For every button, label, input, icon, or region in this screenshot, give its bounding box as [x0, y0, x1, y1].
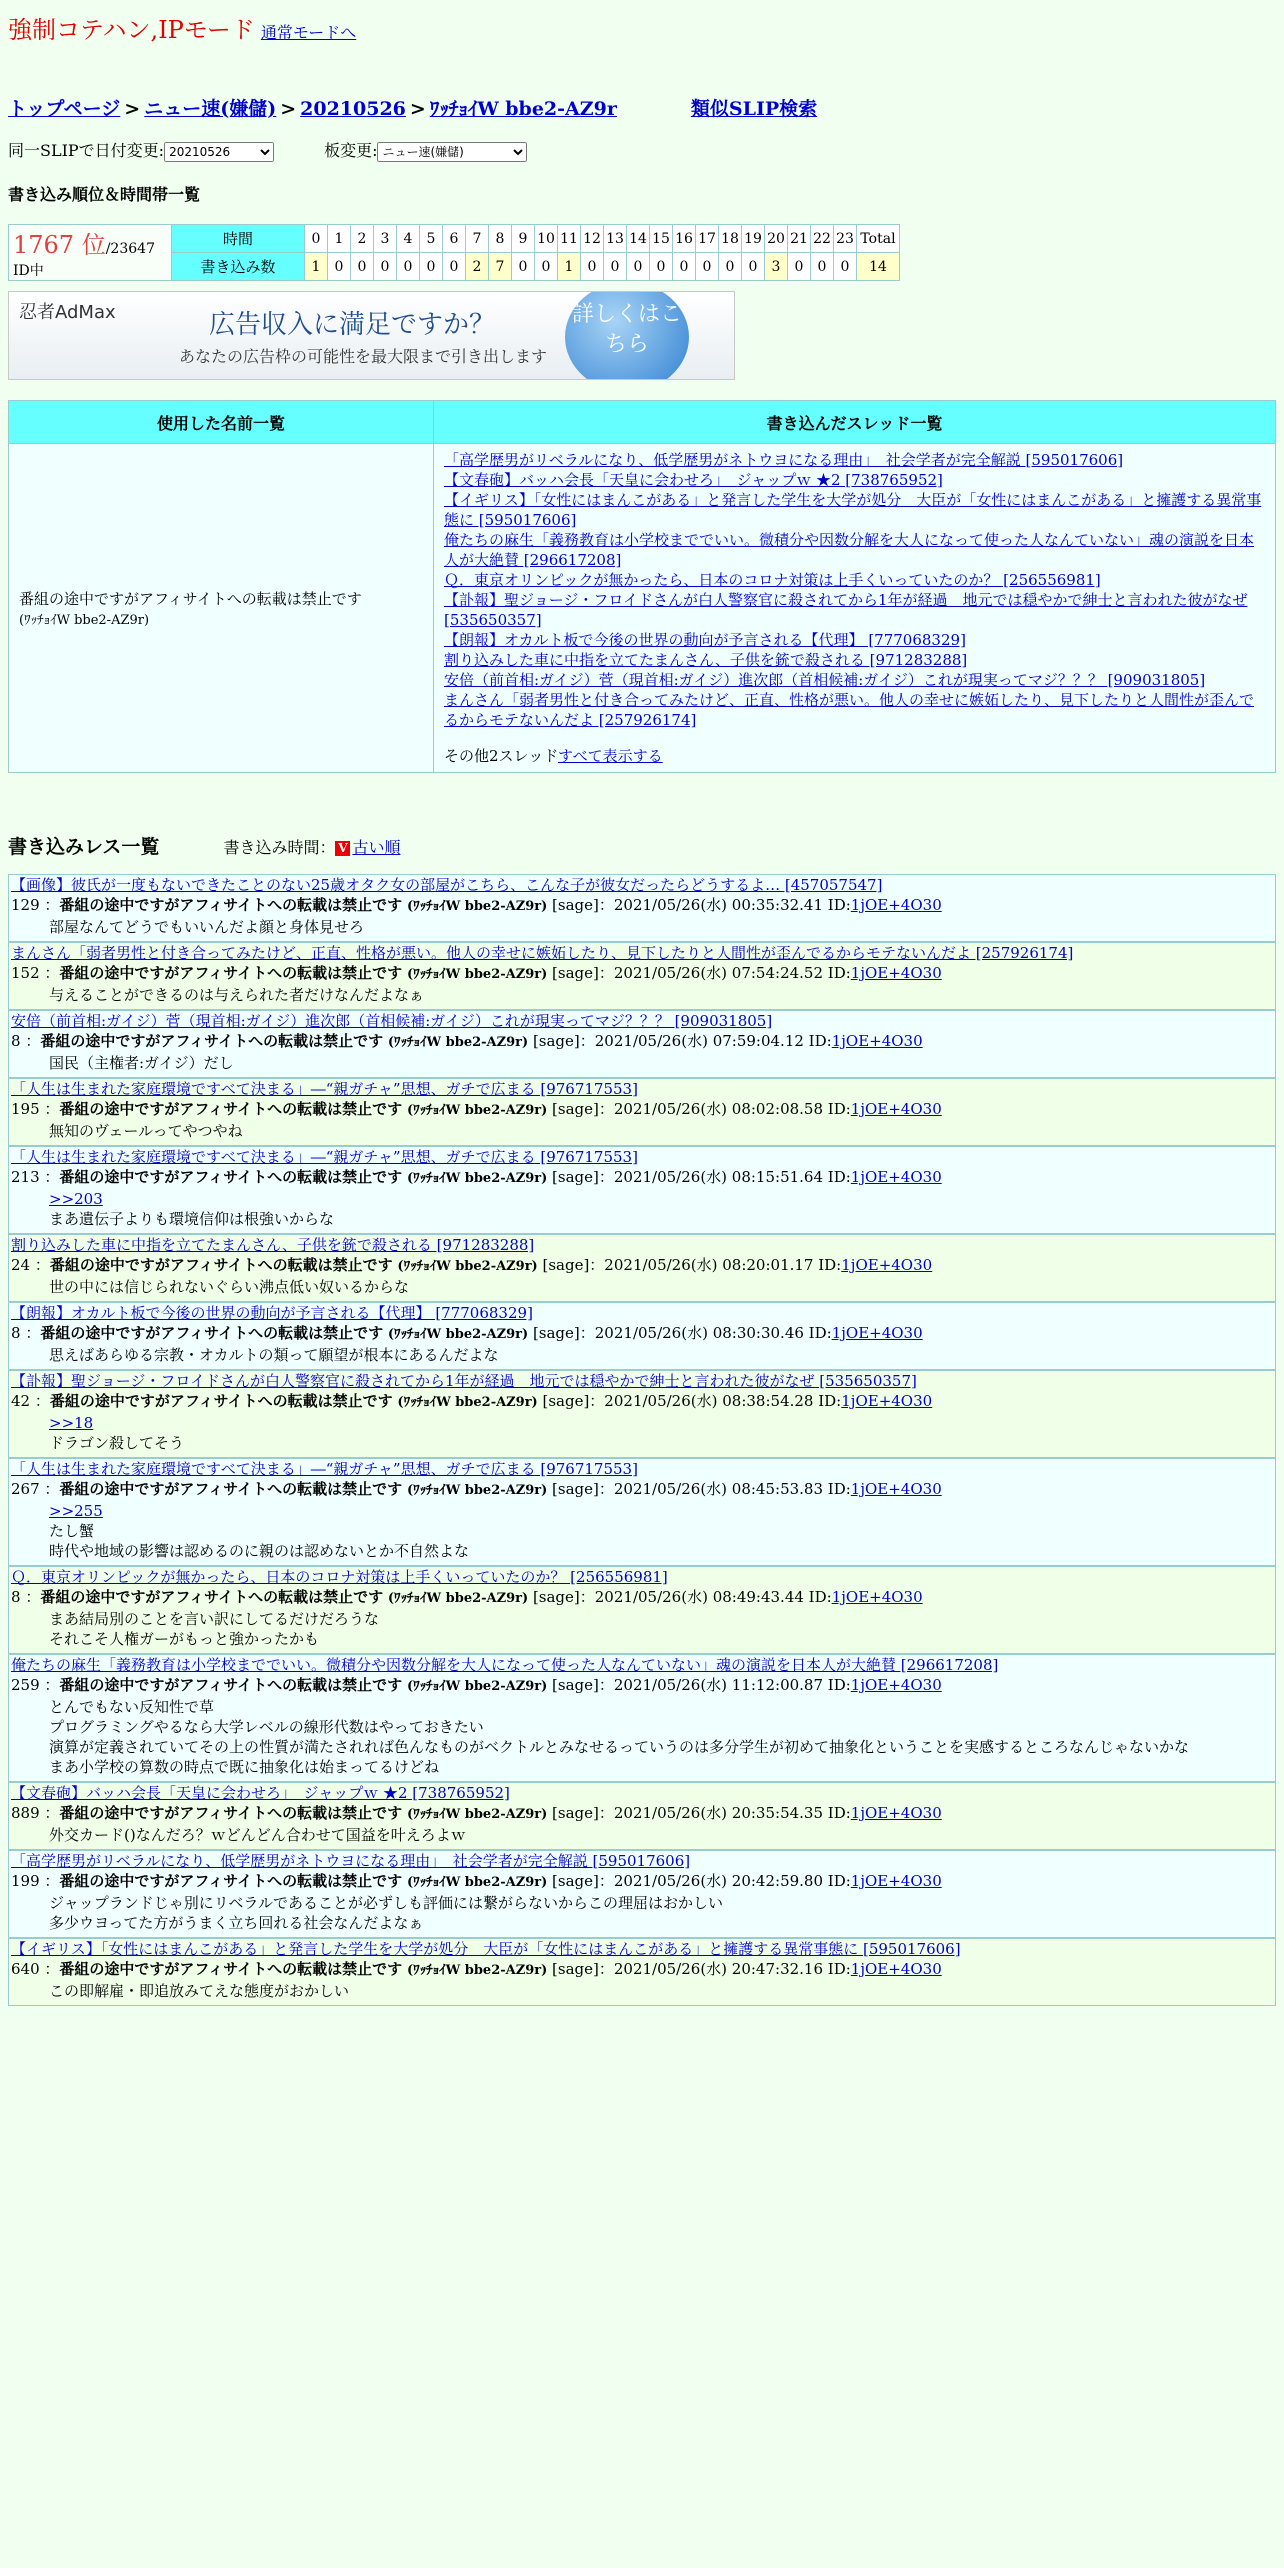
controls-row	[8, 138, 527, 162]
board-select[interactable]	[377, 142, 527, 162]
post-number: 640	[11, 1960, 40, 1978]
count-total: 14	[857, 253, 900, 281]
breadcrumb	[8, 94, 817, 121]
count-cell: 0	[420, 253, 443, 281]
ranking-table	[8, 224, 900, 281]
ad-logo: 忍者AdMax	[19, 302, 116, 323]
post-body	[9, 1345, 1275, 1365]
count-cell: 2	[466, 253, 489, 281]
post-slip: (ﾜｯﾁｮｲW bbe2-AZ9r)	[406, 1483, 548, 1498]
post-name: 番組の途中ですがアフィサイトへの転載は禁止です	[40, 1032, 384, 1050]
post-text-line: 世の中には信じられないぐらい沸点低い奴いるからな	[49, 1278, 410, 1296]
post-meta: 24 ：番組の途中ですがアフィサイトへの転載は禁止です (ﾜｯﾁｮｲW bbe2-AZ9r) [sage]：2021/05/26(水) 08:20:01.17 ID:1jOE+4O30	[11, 1256, 933, 1274]
hour-cell: 15	[650, 225, 673, 253]
post-name: 番組の途中ですがアフィサイトへの転載は禁止です	[49, 1256, 393, 1274]
threads-header: 書き込んだスレッド一覧	[434, 401, 1276, 444]
post-text-line: 時代や地域の影響は認めるのに親のは認めないとか不自然よな	[49, 1542, 470, 1560]
post-text-line: ジャップランドじゃ別にリベラルであることが必ずしも評価には繋がらないからこの理屈はおかしい	[49, 1894, 723, 1912]
post-meta: 129 ：番組の途中ですがアフィサイトへの転載は禁止です (ﾜｯﾁｮｲW bbe2-AZ9r) [sage]：2021/05/26(水) 00:35:32.41 ID:1jOE+4O30	[11, 896, 942, 914]
post-info: [sage]：2021/05/26(水) 07:54:24.52 ID:	[547, 964, 851, 982]
sort-order-label: 書き込み時間：	[223, 838, 336, 857]
hour-cell: 14	[627, 225, 650, 253]
post-body	[9, 1697, 1275, 1777]
hour-cell: 22	[811, 225, 834, 253]
post-text-line: 多少ウヨってた方がうまく立ち回れる社会なんだよなぁ	[49, 1914, 424, 1932]
post-slip: (ﾜｯﾁｮｲW bbe2-AZ9r)	[387, 1327, 529, 1342]
post-body	[9, 1609, 1275, 1649]
hour-cell: 1	[328, 225, 351, 253]
hour-cell: 9	[512, 225, 535, 253]
post-item	[8, 1370, 1276, 1458]
post-slip: (ﾜｯﾁｮｲW bbe2-AZ9r)	[387, 1035, 529, 1050]
post-slip: (ﾜｯﾁｮｲW bbe2-AZ9r)	[406, 1679, 548, 1694]
post-item	[8, 1566, 1276, 1654]
post-text-line: まあ結局別のことを言い訳にしてるだけだろうな	[49, 1610, 380, 1628]
post-slip: (ﾜｯﾁｮｲW bbe2-AZ9r)	[406, 967, 548, 982]
post-info: [sage]：2021/05/26(水) 08:15:51.64 ID:	[547, 1168, 851, 1186]
post-info: [sage]：2021/05/26(水) 08:38:54.28 ID:	[537, 1392, 842, 1410]
count-cell: 0	[604, 253, 627, 281]
count-cell: 0	[834, 253, 857, 281]
ranking-section-title: 書き込み順位＆時間帯一覧	[8, 185, 201, 204]
post-thread-link[interactable]: 【イギリス】「女性にはまんこがある」と発言した学生を大学が処分 大臣が「女性にはまんこがある」と擁護する異常事態に [595017606]	[11, 1940, 961, 1958]
post-name: 番組の途中ですがアフィサイトへの転載は禁止です	[59, 1168, 403, 1186]
post-id-link[interactable]: 1jOE+4O30	[850, 1100, 942, 1118]
hour-cell: 18	[719, 225, 742, 253]
post-text-line: 外交カード()なんだろ？ｗどんどん合わせて国益を叶えろよｗ	[49, 1826, 466, 1844]
post-id-link[interactable]: 1jOE+4O30	[831, 1324, 923, 1342]
post-slip: (ﾜｯﾁｮｲW bbe2-AZ9r)	[397, 1395, 538, 1410]
thread-link[interactable]: Ｑ．東京オリンピックが無かったら、日本のコロナ対策は上手くいっていたのか？ [256556981]	[444, 571, 1101, 589]
breadcrumb-slip[interactable]: ﾜｯﾁｮｲW bbe2-AZ9r	[429, 98, 617, 120]
post-id-link[interactable]: 1jOE+4O30	[841, 1392, 933, 1410]
post-number: 267	[11, 1480, 40, 1498]
post-body	[9, 1501, 1275, 1561]
post-item	[8, 1458, 1276, 1566]
breadcrumb-top[interactable]: トップページ	[8, 98, 121, 120]
hour-cell: 6	[443, 225, 466, 253]
post-thread-link[interactable]: Ｑ．東京オリンピックが無かったら、日本のコロナ対策は上手くいっていたのか？ [256556981]	[11, 1568, 668, 1586]
count-cell: 0	[512, 253, 535, 281]
names-cell	[9, 444, 434, 773]
post-text-line: この即解雇・即追放みてえな態度がおかしい	[49, 1982, 350, 2000]
hour-cell: 5	[420, 225, 443, 253]
post-text-line: 国民（主権者:ガイジ）だし	[49, 1054, 234, 1072]
post-name: 番組の途中ですがアフィサイトへの転載は禁止です	[49, 1392, 393, 1410]
post-slip: (ﾜｯﾁｮｲW bbe2-AZ9r)	[406, 1875, 548, 1890]
count-cell: 7	[489, 253, 512, 281]
post-id-link[interactable]: 1jOE+4O30	[850, 896, 942, 914]
post-text-line: それこそ人権ガーがもっと強かったかも	[49, 1630, 320, 1648]
post-body	[9, 1189, 1275, 1229]
normal-mode-link[interactable]: 通常モードへ	[260, 23, 357, 42]
posts-section-title: 書き込みレス一覧	[8, 836, 160, 858]
post-number: 259	[11, 1676, 40, 1694]
post-name: 番組の途中ですがアフィサイトへの転載は禁止です	[59, 1872, 403, 1890]
date-change-label: 同一SLIPで日付変更:	[8, 141, 165, 160]
thread-link[interactable]: 俺たちの麻生「義務教育は小学校まででいい。微積分や因数分解を大人になって使った人なんていない」魂の演説を日本人が大絶賛 [296617208]	[444, 531, 1255, 569]
show-all-threads-link[interactable]: すべて表示する	[557, 747, 663, 765]
post-name: 番組の途中ですがアフィサイトへの転載は禁止です	[59, 1100, 403, 1118]
post-thread-link[interactable]: まんさん「弱者男性と付き合ってみたけど、正直、性格が悪い。他人の幸せに嫉妬したり、見下したりと人間性が歪んでるからモテないんだよ [257926174]	[11, 944, 1074, 962]
hour-cell: 7	[466, 225, 489, 253]
used-name-slip: (ﾜｯﾁｮｲW bbe2-AZ9r)	[19, 613, 150, 628]
post-text-line: まあ遺伝子よりも環境信仰は根強いからな	[49, 1210, 335, 1228]
post-info: [sage]：2021/05/26(水) 08:02:08.58 ID:	[547, 1100, 851, 1118]
post-text-line: 無知のヴェールってやつやね	[49, 1122, 243, 1140]
post-meta: 199 ：番組の途中ですがアフィサイトへの転載は禁止です (ﾜｯﾁｮｲW bbe2-AZ9r) [sage]：2021/05/26(水) 20:42:59.80 ID:1jOE+4O30	[11, 1872, 942, 1890]
post-meta: 8 ：番組の途中ですがアフィサイトへの転載は禁止です (ﾜｯﾁｮｲW bbe2-AZ9r) [sage]：2021/05/26(水) 08:49:43.44 ID:1jOE+4O30	[11, 1588, 923, 1606]
post-text-line: 部屋なんてどうでもいいんだよ顔と身体見せろ	[49, 918, 365, 936]
count-cell: 0	[443, 253, 466, 281]
post-id-link[interactable]: 1jOE+4O30	[850, 1676, 942, 1694]
post-number: 199	[11, 1872, 40, 1890]
similar-slip-search-link[interactable]: 類似SLIP検索	[690, 98, 818, 120]
post-text-line: ドラゴン殺してそう	[49, 1434, 185, 1452]
count-cell: 0	[535, 253, 558, 281]
count-cell: 0	[328, 253, 351, 281]
post-item	[8, 1010, 1276, 1078]
post-number: 24	[11, 1256, 31, 1274]
breadcrumb-separator: >	[409, 98, 426, 120]
count-cell: 0	[696, 253, 719, 281]
posts-section-header	[8, 832, 400, 859]
count-cell: 0	[374, 253, 397, 281]
board-change-label: 板変更:	[324, 141, 378, 160]
post-name: 番組の途中ですがアフィサイトへの転載は禁止です	[59, 1804, 403, 1822]
thread-link[interactable]: 「高学歴男がリベラルになり、低学歴男がネトウヨになる理由」 社会学者が完全解説 [595017606]	[444, 451, 1124, 469]
used-name: 番組の途中ですがアフィサイトへの転載は禁止です	[19, 590, 362, 608]
breadcrumb-separator: >	[124, 98, 141, 120]
ad-subtext: あなたの広告枠の可能性を最大限まで引き出します	[179, 347, 548, 366]
post-number: 129	[11, 896, 40, 914]
post-item	[8, 1302, 1276, 1370]
post-name: 番組の途中ですがアフィサイトへの転載は禁止です	[59, 1480, 403, 1498]
hour-cell: 3	[374, 225, 397, 253]
thread-link[interactable]: 安倍（前首相:ガイジ）菅（現首相:ガイジ）進次郎（首相候補:ガイジ）これが現実ってマジ？？？ [909031805]	[444, 671, 1206, 689]
post-thread-link[interactable]: 【朗報】オカルト板で今後の世界の動向が予言される【代理】 [777068329]	[11, 1304, 533, 1322]
post-info: [sage]：2021/05/26(水) 11:12:00.87 ID:	[547, 1676, 851, 1694]
post-item	[8, 1938, 1276, 2006]
post-item	[8, 1850, 1276, 1938]
ad-details-label: 詳しくはこちら	[571, 302, 682, 357]
post-number: 152	[11, 964, 40, 982]
post-id-link[interactable]: 1jOE+4O30	[850, 1168, 942, 1186]
post-info: [sage]：2021/05/26(水) 20:42:59.80 ID:	[547, 1872, 851, 1890]
ad-banner[interactable]	[8, 291, 735, 380]
post-thread-link[interactable]: 俺たちの麻生「義務教育は小学校まででいい。微積分や因数分解を大人になって使った人なんていない」魂の演説を日本人が大絶賛 [296617208]	[11, 1656, 999, 1674]
post-text-line: プログラミングやるなら大学レベルの線形代数はやっておきたい	[49, 1718, 484, 1736]
post-item	[8, 874, 1276, 942]
more-threads-prefix: その他2スレッド	[444, 747, 558, 765]
thread-link[interactable]: 【朗報】オカルト板で今後の世界の動向が予言される【代理】 [777068329]	[444, 631, 966, 649]
post-meta: 213 ：番組の途中ですがアフィサイトへの転載は禁止です (ﾜｯﾁｮｲW bbe2-AZ9r) [sage]：2021/05/26(水) 08:15:51.64 ID:1jOE+4O30	[11, 1168, 942, 1186]
post-body	[9, 1121, 1275, 1141]
post-info: [sage]：2021/05/26(水) 20:47:32.16 ID:	[547, 1960, 851, 1978]
count-header: 書き込み数	[172, 253, 305, 281]
count-cell: 3	[765, 253, 788, 281]
post-text-line: とんでもない反知性で草	[49, 1698, 215, 1716]
more-threads	[444, 746, 1265, 766]
post-body	[9, 985, 1275, 1005]
count-cell: 0	[627, 253, 650, 281]
post-thread-link[interactable]: 【画像】彼氏が一度もないできたことのない25歳オタク女の部屋がこちら、こんな子が彼女だったらどうするよ… [457057547]	[11, 876, 883, 894]
mode-title: 強制コテハン,IPモード	[8, 16, 255, 44]
names-threads-table	[8, 400, 1276, 773]
ad-headline: 広告収入に満足ですか？	[209, 310, 496, 340]
post-id-link[interactable]: 1jOE+4O30	[850, 1960, 942, 1978]
post-body	[9, 1277, 1275, 1297]
post-body	[9, 1981, 1275, 2001]
post-meta: 195 ：番組の途中ですがアフィサイトへの転載は禁止です (ﾜｯﾁｮｲW bbe2-AZ9r) [sage]：2021/05/26(水) 08:02:08.58 ID:1jOE+4O30	[11, 1100, 942, 1118]
post-name: 番組の途中ですがアフィサイトへの転載は禁止です	[59, 896, 403, 914]
post-meta: 8 ：番組の途中ですがアフィサイトへの転載は禁止です (ﾜｯﾁｮｲW bbe2-AZ9r) [sage]：2021/05/26(水) 08:30:30.46 ID:1jOE+4O30	[11, 1324, 923, 1342]
post-name: 番組の途中ですがアフィサイトへの転載は禁止です	[59, 1676, 403, 1694]
breadcrumb-date[interactable]: 20210526	[300, 98, 406, 120]
post-id-link[interactable]: 1jOE+4O30	[831, 1032, 923, 1050]
post-id-link[interactable]: 1jOE+4O30	[850, 1804, 942, 1822]
post-meta: 8 ：番組の途中ですがアフィサイトへの転載は禁止です (ﾜｯﾁｮｲW bbe2-AZ9r) [sage]：2021/05/26(水) 07:59:04.12 ID:1jOE+4O30	[11, 1032, 923, 1050]
post-text-line: 演算が定義されていてその上の性質が満たされれば色んなものがベクトルとみなせるっていうのは多分学生が初めて抽象化ということを実感するところなんじゃないかな	[49, 1738, 1190, 1756]
post-item	[8, 1234, 1276, 1302]
count-cell: 0	[581, 253, 604, 281]
hour-cell: 13	[604, 225, 627, 253]
hour-cell: 20	[765, 225, 788, 253]
hour-cell: 21	[788, 225, 811, 253]
count-cell: 1	[305, 253, 328, 281]
post-number: 213	[11, 1168, 40, 1186]
post-body	[9, 1893, 1275, 1933]
rank-value: 1767 位	[13, 231, 106, 259]
post-thread-link[interactable]: 「人生は生まれた家庭環境ですべて決まる」―“親ガチャ”思想、ガチで広まる [976717553]	[11, 1080, 638, 1098]
threads-cell	[434, 444, 1276, 773]
post-id-link[interactable]: 1jOE+4O30	[850, 1480, 942, 1498]
post-number: 42	[11, 1392, 31, 1410]
post-name: 番組の途中ですがアフィサイトへの転載は禁止です	[59, 1960, 403, 1978]
post-info: [sage]：2021/05/26(水) 08:45:53.83 ID:	[547, 1480, 851, 1498]
sort-down-icon: V	[335, 841, 350, 856]
hour-cell: 12	[581, 225, 604, 253]
total-ids: /23647 ID中	[13, 241, 155, 279]
thread-link[interactable]: まんさん「弱者男性と付き合ってみたけど、正直、性格が悪い。他人の幸せに嫉妬したり、見下したりと人間性が歪んでるからモテないんだよ [257926174]	[444, 691, 1255, 729]
breadcrumb-separator: >	[280, 98, 297, 120]
count-cell: 0	[742, 253, 765, 281]
date-select[interactable]	[164, 142, 274, 162]
post-reply-anchor[interactable]: >>203	[49, 1190, 103, 1208]
post-thread-link[interactable]: 【文春砲】バッハ会長「天皇に会わせろ」 ジャップｗ ★2 [738765952]	[11, 1784, 510, 1802]
post-number: 8	[11, 1588, 21, 1606]
post-number: 8	[11, 1324, 21, 1342]
post-info: [sage]：2021/05/26(水) 07:59:04.12 ID:	[528, 1032, 832, 1050]
hour-cell: 4	[397, 225, 420, 253]
post-id-link[interactable]: 1jOE+4O30	[850, 1872, 942, 1890]
post-meta: 42 ：番組の途中ですがアフィサイトへの転載は禁止です (ﾜｯﾁｮｲW bbe2-AZ9r) [sage]：2021/05/26(水) 08:38:54.28 ID:1jOE+4O30	[11, 1392, 933, 1410]
post-reply-anchor[interactable]: >>255	[49, 1502, 103, 1520]
post-thread-link[interactable]: 「人生は生まれた家庭環境ですべて決まる」―“親ガチャ”思想、ガチで広まる [976717553]	[11, 1460, 638, 1478]
post-number: 889	[11, 1804, 40, 1822]
ad-details-button[interactable]	[565, 291, 689, 380]
post-text-line: まあ小学校の算数の時点で既に抽象化は始まってるけどね	[49, 1758, 440, 1776]
post-name: 番組の途中ですがアフィサイトへの転載は禁止です	[59, 964, 403, 982]
post-body	[9, 1825, 1275, 1845]
total-header: Total	[857, 225, 900, 253]
count-cell: 0	[650, 253, 673, 281]
post-text-line: 思えばあらゆる宗教・オカルトの類って願望が根本にあるんだよな	[49, 1346, 499, 1364]
count-cell: 0	[397, 253, 420, 281]
post-slip: (ﾜｯﾁｮｲW bbe2-AZ9r)	[406, 1103, 548, 1118]
hour-cell: 17	[696, 225, 719, 253]
post-thread-link[interactable]: 「高学歴男がリベラルになり、低学歴男がネトウヨになる理由」 社会学者が完全解説 [595017606]	[11, 1852, 691, 1870]
page-header	[8, 10, 356, 45]
sort-order	[223, 838, 400, 857]
post-slip: (ﾜｯﾁｮｲW bbe2-AZ9r)	[397, 1259, 538, 1274]
hour-cell: 11	[558, 225, 581, 253]
post-name: 番組の途中ですがアフィサイトへの転載は禁止です	[40, 1324, 384, 1342]
hour-cell: 0	[305, 225, 328, 253]
hour-cell: 19	[742, 225, 765, 253]
hour-cell: 23	[834, 225, 857, 253]
post-id-link[interactable]: 1jOE+4O30	[850, 964, 942, 982]
hour-cell: 2	[351, 225, 374, 253]
names-header: 使用した名前一覧	[9, 401, 434, 444]
post-info: [sage]：2021/05/26(水) 00:35:32.41 ID:	[547, 896, 851, 914]
post-meta: 267 ：番組の途中ですがアフィサイトへの転載は禁止です (ﾜｯﾁｮｲW bbe2-AZ9r) [sage]：2021/05/26(水) 08:45:53.83 ID:1jOE+4O30	[11, 1480, 942, 1498]
post-meta: 640 ：番組の途中ですがアフィサイトへの転載は禁止です (ﾜｯﾁｮｲW bbe2-AZ9r) [sage]：2021/05/26(水) 20:47:32.16 ID:1jOE+4O30	[11, 1960, 942, 1978]
post-meta: 152 ：番組の途中ですがアフィサイトへの転載は禁止です (ﾜｯﾁｮｲW bbe2-AZ9r) [sage]：2021/05/26(水) 07:54:24.52 ID:1jOE+4O30	[11, 964, 942, 982]
post-info: [sage]：2021/05/26(水) 20:35:54.35 ID:	[547, 1804, 851, 1822]
post-item	[8, 1782, 1276, 1850]
post-name: 番組の途中ですがアフィサイトへの転載は禁止です	[40, 1588, 384, 1606]
post-info: [sage]：2021/05/26(水) 08:20:01.17 ID:	[537, 1256, 842, 1274]
post-body	[9, 1053, 1275, 1073]
count-cell: 0	[811, 253, 834, 281]
post-slip: (ﾜｯﾁｮｲW bbe2-AZ9r)	[406, 899, 548, 914]
post-thread-link[interactable]: 【訃報】聖ジョージ・フロイドさんが白人警察官に殺されてから1年が経過 地元では穏やかで紳士と言われた彼がなぜ [535650357]	[11, 1372, 917, 1390]
post-number: 195	[11, 1100, 40, 1118]
post-thread-link[interactable]: 安倍（前首相:ガイジ）菅（現首相:ガイジ）進次郎（首相候補:ガイジ）これが現実ってマジ？？？ [909031805]	[11, 1012, 773, 1030]
count-cell: 1	[558, 253, 581, 281]
post-id-link[interactable]: 1jOE+4O30	[841, 1256, 933, 1274]
posts-list	[8, 874, 1276, 2006]
breadcrumb-board[interactable]: ニュー速(嫌儲)	[144, 98, 277, 120]
post-item	[8, 1146, 1276, 1234]
rank-cell	[9, 225, 172, 281]
thread-link[interactable]: 割り込みした車に中指を立てたまんさん、子供を銃で殺される [971283288]	[444, 651, 968, 669]
post-meta: 259 ：番組の途中ですがアフィサイトへの転載は禁止です (ﾜｯﾁｮｲW bbe2-AZ9r) [sage]：2021/05/26(水) 11:12:00.87 ID:1jOE+4O30	[11, 1676, 942, 1694]
post-thread-link[interactable]: 割り込みした車に中指を立てたまんさん、子供を銃で殺される [971283288]	[11, 1236, 535, 1254]
post-item	[8, 942, 1276, 1010]
post-slip: (ﾜｯﾁｮｲW bbe2-AZ9r)	[406, 1171, 548, 1186]
post-slip: (ﾜｯﾁｮｲW bbe2-AZ9r)	[387, 1591, 529, 1606]
count-cell: 0	[788, 253, 811, 281]
thread-link[interactable]: 【文春砲】バッハ会長「天皇に会わせろ」 ジャップｗ ★2 [738765952]	[444, 471, 943, 489]
post-slip: (ﾜｯﾁｮｲW bbe2-AZ9r)	[406, 1963, 548, 1978]
hour-cell: 16	[673, 225, 696, 253]
post-info: [sage]：2021/05/26(水) 08:30:30.46 ID:	[528, 1324, 832, 1342]
count-cell: 0	[719, 253, 742, 281]
time-header: 時間	[172, 225, 305, 253]
post-item	[8, 1078, 1276, 1146]
post-reply-anchor[interactable]: >>18	[49, 1414, 94, 1432]
sort-oldest-link[interactable]: 古い順	[352, 838, 401, 857]
hour-cell: 10	[535, 225, 558, 253]
thread-link[interactable]: 【イギリス】「女性にはまんこがある」と発言した学生を大学が処分 大臣が「女性にはまんこがある」と擁護する異常事態に [595017606]	[444, 491, 1262, 529]
post-number: 8	[11, 1032, 21, 1050]
post-text-line: 与えることができるのは与えられた者だけなんだよなぁ	[49, 986, 425, 1004]
count-cell: 0	[673, 253, 696, 281]
post-item	[8, 1654, 1276, 1782]
post-thread-link[interactable]: 「人生は生まれた家庭環境ですべて決まる」―“親ガチャ”思想、ガチで広まる [976717553]	[11, 1148, 638, 1166]
post-meta: 889 ：番組の途中ですがアフィサイトへの転載は禁止です (ﾜｯﾁｮｲW bbe2-AZ9r) [sage]：2021/05/26(水) 20:35:54.35 ID:1jOE+4O30	[11, 1804, 942, 1822]
post-slip: (ﾜｯﾁｮｲW bbe2-AZ9r)	[406, 1807, 548, 1822]
count-cell: 0	[351, 253, 374, 281]
thread-link[interactable]: 【訃報】聖ジョージ・フロイドさんが白人警察官に殺されてから1年が経過 地元では穏やかで紳士と言われた彼がなぜ [535650357]	[444, 591, 1248, 629]
post-body	[9, 917, 1275, 937]
hour-cell: 8	[489, 225, 512, 253]
post-id-link[interactable]: 1jOE+4O30	[831, 1588, 923, 1606]
post-text-line: たし蟹	[49, 1522, 95, 1540]
post-body	[9, 1413, 1275, 1453]
post-info: [sage]：2021/05/26(水) 08:49:43.44 ID:	[528, 1588, 832, 1606]
